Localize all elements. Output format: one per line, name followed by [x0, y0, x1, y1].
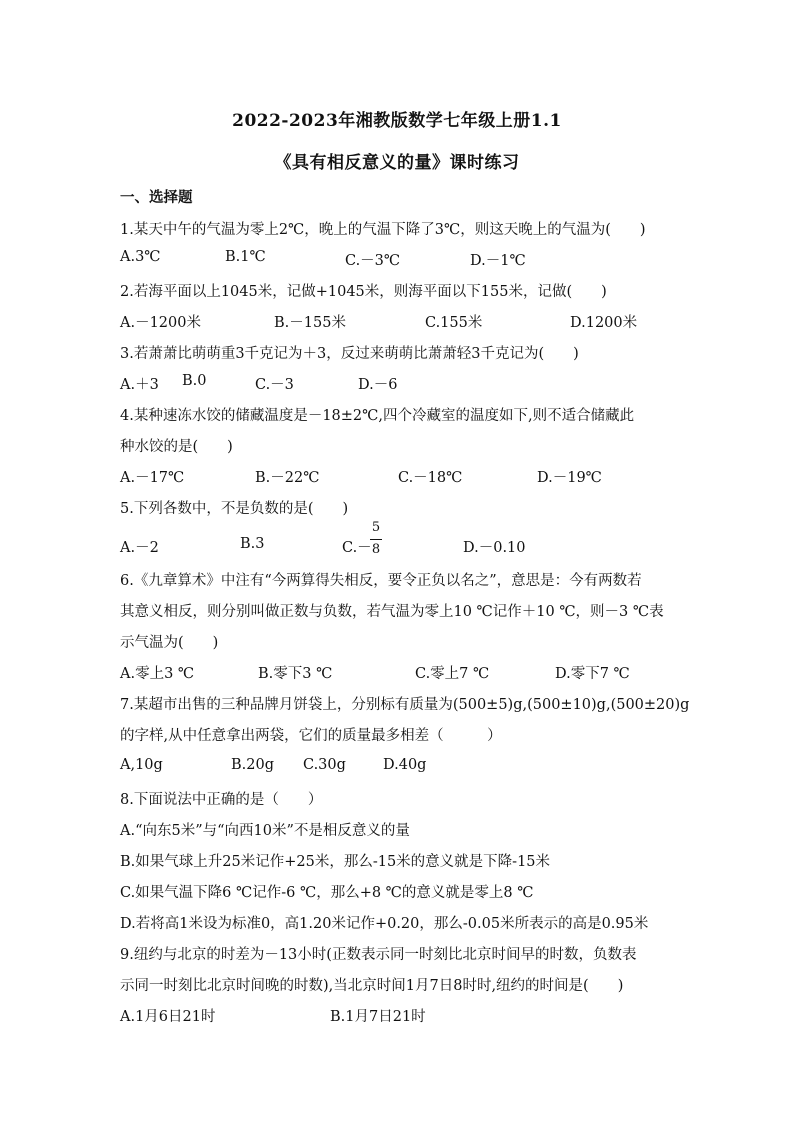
question-7-stem-line2: 的字样,从中任意拿出两袋，它们的质量最多相差（ ） [120, 728, 502, 744]
question-5-option-c: C.－ [342, 540, 372, 556]
question-1-option-c: C.－3℃ [345, 253, 401, 269]
question-4-stem-line1: 4.某种速冻水饺的储藏温度是－18±2℃,四个冷藏室的温度如下,则不适合储藏此 [120, 408, 635, 424]
question-2-option-c: C.155米 [425, 315, 483, 331]
question-1-option-b: B.1℃ [225, 249, 266, 265]
fraction-denominator: 8 [371, 542, 381, 557]
question-1-stem: 1.某天中午的气温为零上2℃，晚上的气温下降了3℃，则这天晚上的气温为( ) [120, 222, 646, 238]
question-4-option-d: D.－19℃ [537, 470, 602, 486]
question-2-stem: 2.若海平面以上1045米，记做+1045米，则海平面以下155米，记做( ) [120, 284, 607, 300]
question-7-option-b: B.20g [231, 757, 274, 773]
question-6-option-a: A.零上3 ℃ [120, 666, 195, 682]
question-8-option-c: C.如果气温下降6 ℃记作-6 ℃，那么+8 ℃的意义就是零上8 ℃ [120, 885, 534, 901]
question-2-option-d: D.1200米 [570, 315, 638, 331]
question-3-option-a: A.＋3 [120, 377, 159, 393]
question-1-option-a: A.3℃ [120, 249, 161, 265]
question-3-option-c: C.－3 [255, 377, 294, 393]
section-heading: 一、选择题 [120, 189, 193, 206]
fraction-bar [370, 539, 382, 540]
question-4-option-c: C.－18℃ [398, 470, 463, 486]
question-3-stem: 3.若萧萧比萌萌重3千克记为＋3，反过来萌萌比萧萧轻3千克记为( ) [120, 346, 579, 362]
question-8-option-b: B.如果气球上升25米记作+25米，那么-15米的意义就是下降-15米 [120, 854, 551, 870]
document-title-line1: 2022-2023年湘教版数学七年级上册1.1 [232, 111, 562, 131]
question-7-option-d: D.40g [383, 757, 427, 773]
question-7-option-c: C.30g [303, 757, 346, 773]
question-9-option-b: B.1月7日21时 [330, 1009, 426, 1025]
question-4-option-b: B.－22℃ [255, 470, 320, 486]
question-8-option-d: D.若将高1米设为标准0，高1.20米记作+0.20，那么-0.05米所表示的高是0.95米 [120, 916, 649, 932]
question-9-stem-line2: 示同一时刻比北京时间晚的时数),当北京时间1月7日8时时,纽约的时间是( ) [120, 978, 624, 994]
question-2-option-a: A.－1200米 [120, 315, 201, 331]
question-9-stem-line1: 9.纽约与北京的时差为－13小时(正数表示同一时刻比北京时间早的时数，负数表 [120, 947, 637, 963]
question-5-stem: 5.下列各数中，不是负数的是( ) [120, 501, 349, 517]
question-5-option-a: A.－2 [120, 540, 159, 556]
question-3-option-b: B.0 [182, 373, 207, 389]
question-4-stem-line2: 种水饺的是( ) [120, 439, 233, 455]
question-5-option-b: B.3 [240, 536, 265, 552]
question-1-option-d: D.－1℃ [470, 253, 526, 269]
question-6-option-b: B.零下3 ℃ [258, 666, 333, 682]
question-7-stem-line1: 7.某超市出售的三种品牌月饼袋上，分别标有质量为(500±5)g,(500±10)g,(500±20)g [120, 697, 690, 713]
question-8-stem: 8.下面说法中正确的是（ ） [120, 792, 323, 808]
question-2-option-b: B.－155米 [274, 315, 346, 331]
document-title-line2: 《具有相反意义的量》课时练习 [274, 153, 520, 173]
question-6-option-d: D.零下7 ℃ [555, 666, 630, 682]
question-3-option-d: D.－6 [358, 377, 398, 393]
question-6-stem-line1: 6.《九章算术》中注有“今两算得失相反，要令正负以名之”，意思是：今有两数若 [120, 573, 642, 589]
question-7-option-a: A,10g [120, 757, 163, 773]
question-6-stem-line2: 其意义相反，则分别叫做正数与负数，若气温为零上10 ℃记作＋10 ℃，则－3 ℃表 [120, 604, 664, 620]
fraction-numerator: 5 [371, 520, 381, 535]
question-6-stem-line3: 示气温为( ) [120, 635, 219, 651]
question-5-option-d: D.－0.10 [463, 540, 526, 556]
question-8-option-a: A.“向东5米”与“向西10米”不是相反意义的量 [120, 823, 410, 839]
question-6-option-c: C.零上7 ℃ [415, 666, 490, 682]
question-4-option-a: A.－17℃ [120, 470, 185, 486]
question-9-option-a: A.1月6日21时 [120, 1009, 216, 1025]
